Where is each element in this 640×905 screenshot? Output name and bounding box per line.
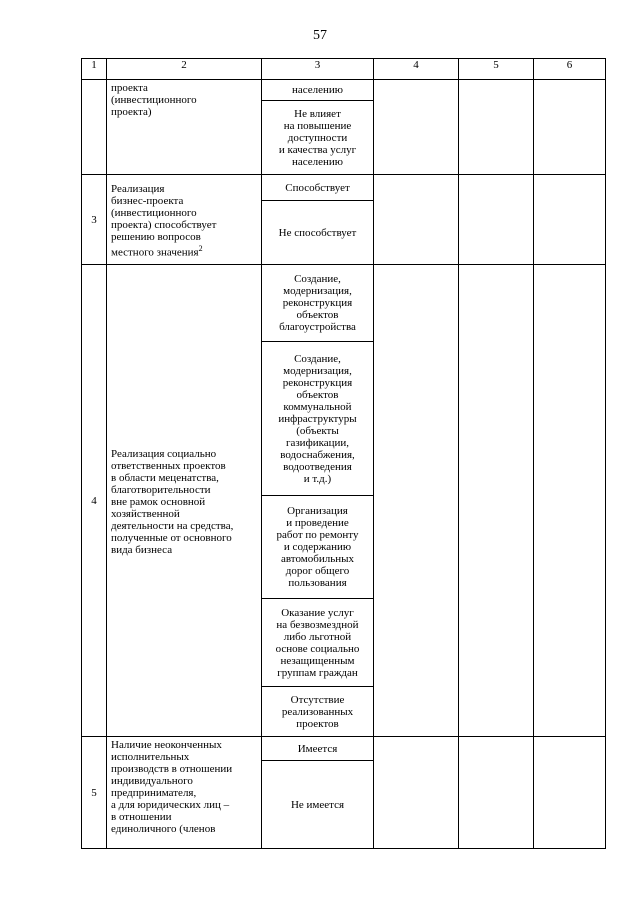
score-cell <box>534 80 606 175</box>
table-header-row <box>82 59 606 80</box>
option-cell: Имеется <box>262 737 374 761</box>
description-text: проекта (инвестиционного проекта) <box>111 82 197 118</box>
option-cell: Не имеется <box>262 761 374 849</box>
page-number: 57 <box>313 28 327 43</box>
option-cell: Способствует <box>262 175 374 201</box>
description-text: Реализация бизнес-проекта (инвестиционного проекта) способствует решению вопросов местного значения <box>111 183 217 259</box>
header-col-6: 6 <box>534 59 606 80</box>
option-cell: Не способствует <box>262 201 374 265</box>
score-cell <box>374 175 459 265</box>
criteria-table <box>81 58 606 849</box>
row-number: 5 <box>82 737 107 849</box>
option-cell: населению <box>262 80 374 101</box>
table-row <box>82 265 606 342</box>
score-cell <box>459 737 534 849</box>
row-number: 3 <box>82 175 107 265</box>
score-cell <box>459 175 534 265</box>
score-cell <box>534 737 606 849</box>
header-col-4: 4 <box>374 59 459 80</box>
option-cell: Оказание услуг на безвозмездной либо льготной основе социально незащищенным группам граждан <box>262 599 374 687</box>
score-cell <box>459 80 534 175</box>
row-number <box>82 80 107 175</box>
header-col-5: 5 <box>459 59 534 80</box>
row-number: 4 <box>82 265 107 737</box>
header-col-2: 2 <box>107 59 262 80</box>
score-cell <box>374 80 459 175</box>
option-cell: Организация и проведение работ по ремонту и содержанию автомобильных дорог общего пользования <box>262 496 374 599</box>
row-description <box>107 265 262 737</box>
table-row <box>82 737 606 761</box>
option-cell: Создание, модернизация, реконструкция объектов коммунальной инфраструктуры (объекты газификации, водоснабжения, водоотведения и т.д.) <box>262 342 374 496</box>
table-row <box>82 80 606 101</box>
row-description <box>107 80 262 175</box>
score-cell <box>374 737 459 849</box>
option-cell: Создание, модернизация, реконструкция объектов благоустройства <box>262 265 374 342</box>
score-cell <box>534 265 606 737</box>
score-cell <box>534 175 606 265</box>
description-text: Наличие неоконченных исполнительных производств в отношении индивидуального предпринимателя, а для юридических лиц – в отношении единоличного (членов <box>111 739 233 835</box>
option-cell: Не влияет на повышение доступности и качества услуг населению <box>262 101 374 175</box>
table-row <box>82 175 606 201</box>
header-col-1: 1 <box>82 59 107 80</box>
description-text: Реализация социально ответственных проектов в области меценатства, благотворительности вне рамок основной хозяйственной деятельности на средства, полученные от основного вида бизнеса <box>111 447 234 556</box>
score-cell <box>374 265 459 737</box>
footnote-mark: 2 <box>198 244 203 254</box>
header-col-3: 3 <box>262 59 374 80</box>
option-cell: Отсутствие реализованных проектов <box>262 687 374 737</box>
score-cell <box>459 265 534 737</box>
row-description <box>107 175 262 265</box>
row-description <box>107 737 262 849</box>
